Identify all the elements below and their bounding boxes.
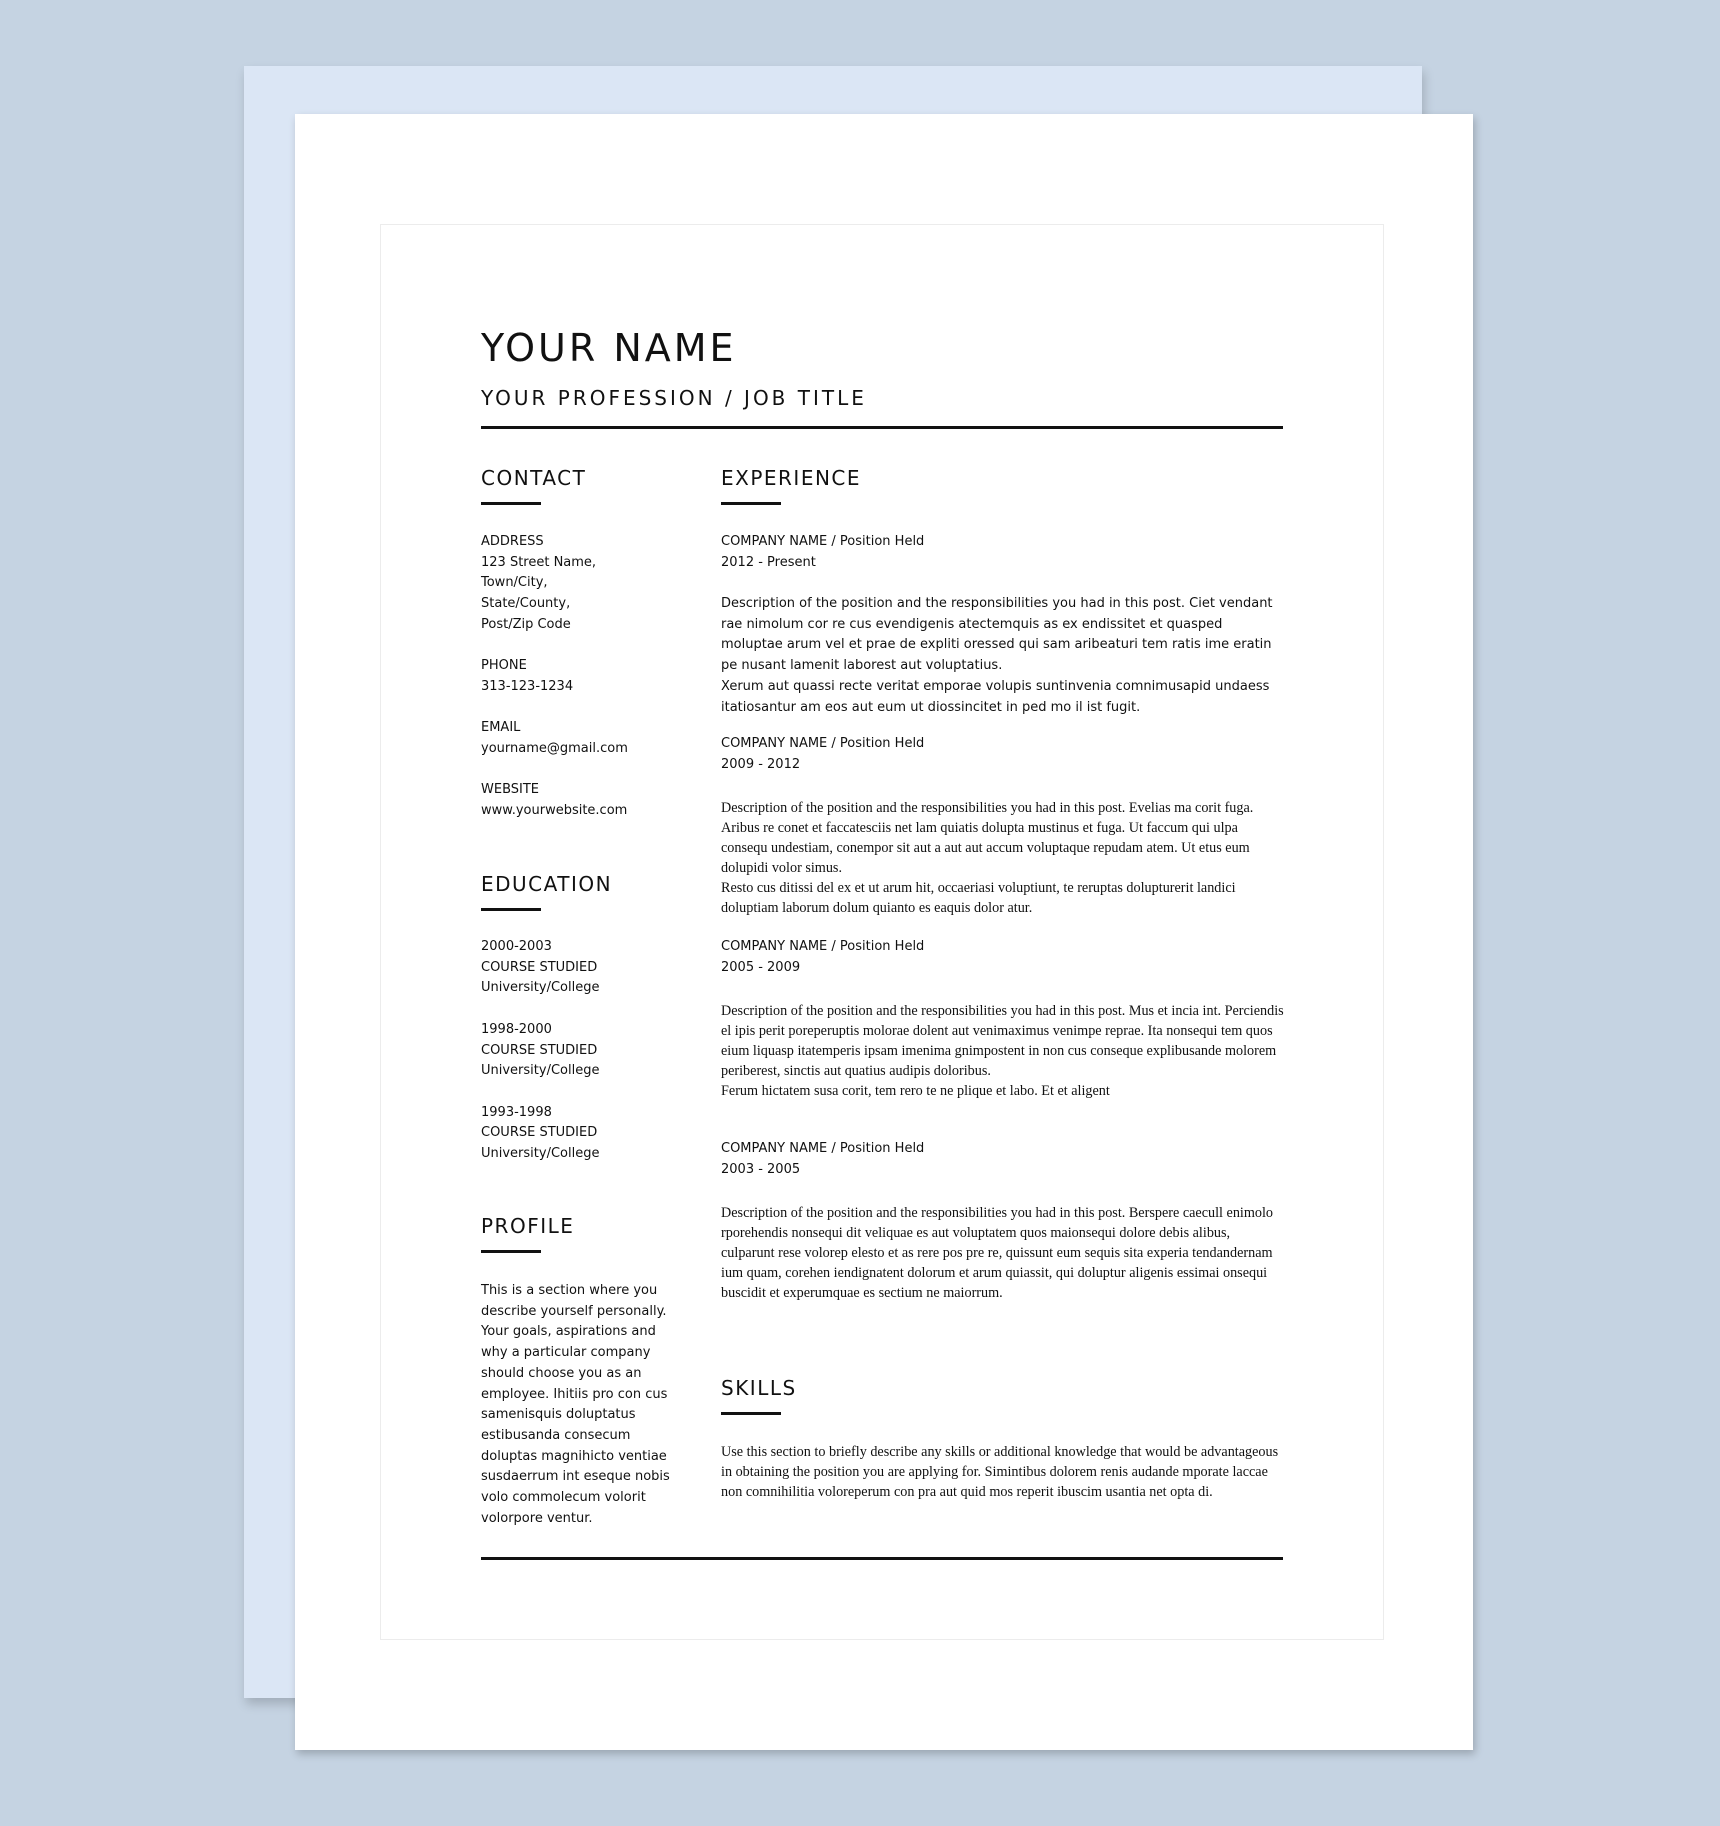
job-description-extra: Resto cus ditissi del ex et ut arum hit, occaeriasi voluptiunt, te reruptas dolupturerit landici doluptiam laborum dolum quianto es eaquis dolor atur.	[721, 880, 1236, 916]
education-years: 1998-2000	[481, 1021, 552, 1037]
address-line: State/County,	[481, 596, 571, 612]
job-dates: 2012 - Present	[721, 554, 816, 570]
profile-underline	[481, 1250, 541, 1253]
skills-heading: SKILLS	[721, 1376, 797, 1400]
skills-text: Use this section to briefly describe any skills or additional knowledge that would be advantageous in obtaining the position you are applying for. Simintibus dolorem renis audande mporate laccae non comnihilitia voloreperum con pra aut quid mos reperit ibuscim usantia net opta di.	[721, 1444, 1279, 1500]
profile-heading: PROFILE	[481, 1214, 575, 1238]
experience-underline	[721, 502, 781, 505]
job-dates: 2009 - 2012	[721, 756, 801, 772]
job-description-extra: Ferum hictatem susa corit, tem rero te ne plique et labo. Et et aligent	[721, 1083, 1110, 1099]
address-line: 123 Street Name,	[481, 554, 597, 570]
job-company: COMPANY NAME / Position Held	[721, 939, 925, 954]
education-underline	[481, 908, 541, 911]
profile-text: This is a section where you describe yourself personally. Your goals, aspirations and why a particular company should choose you as an employee. Ihitiis pro con cus samenisquis doluptatus estibusanda consecum doluptas magnihicto ventiae susdaerrum int eseque nobis volo commolecum volorit volorpore ventur.	[481, 1283, 670, 1526]
contact-block	[481, 532, 691, 822]
education-years: 2000-2003	[481, 939, 552, 954]
education-years: 1993-1998	[481, 1104, 552, 1120]
resume-name: YOUR NAME	[481, 326, 737, 370]
job-company: COMPANY NAME / Position Held	[721, 736, 925, 751]
email-label: EMAIL	[481, 720, 521, 736]
resume-profession: YOUR PROFESSION / JOB TITLE	[481, 386, 867, 410]
job-dates: 2003 - 2005	[721, 1161, 801, 1177]
job-description: Description of the position and the responsibilities you had in this post. Ciet vendant rae nimolum cor re cus evendigenis atectemquis as ex endissitet et quasped moluptae arum vel et prae de expliti oressed qui sam aribeaturi tem ratis ime eratin pe nusant lamenit laborest aut voluptatius.	[721, 596, 1273, 674]
phone-label: PHONE	[481, 658, 527, 674]
education-school: University/College	[481, 1146, 600, 1161]
education-school: University/College	[481, 980, 600, 996]
address-line: Town/City,	[481, 575, 548, 591]
job-entry	[721, 1139, 1283, 1180]
job-company: COMPANY NAME / Position Held	[721, 534, 925, 549]
job-entry	[721, 734, 1283, 775]
education-course: COURSE STUDIED	[481, 959, 598, 975]
education-course: COURSE STUDIED	[481, 1042, 598, 1058]
job-entry	[721, 937, 1283, 978]
job-entry	[721, 532, 1283, 573]
email-value: yourname@gmail.com	[481, 741, 628, 756]
education-course: COURSE STUDIED	[481, 1125, 598, 1141]
contact-underline	[481, 502, 541, 505]
header-divider	[481, 426, 1283, 429]
job-description-extra: Xerum aut quassi recte veritat emporae volupis suntinvenia comnimusapid undaess itatiosantur am eos aut eum ut diossincitet in ped mo il ist fugit.	[721, 679, 1270, 715]
website-value: www.yourwebsite.com	[481, 803, 628, 819]
education-heading: EDUCATION	[481, 872, 613, 896]
skills-underline	[721, 1412, 781, 1415]
contact-heading: CONTACT	[481, 466, 587, 490]
address-line: Post/Zip Code	[481, 616, 571, 632]
phone-value: 313-123-1234	[481, 678, 574, 694]
education-block	[481, 937, 691, 1165]
job-dates: 2005 - 2009	[721, 959, 801, 975]
resume-page	[295, 114, 1473, 1750]
job-description: Description of the position and the responsibilities you had in this post. Berspere caecull enimolo rporehendis nonsequi dit veliquae es aut voluptatem quos maionsequi dolore debis alibus, culparunt rese volorep elesto et as rere pos pre re, quissunt eum sequis sita experia tendandernam ium quam, corehen iendignatent dolorum et arum quiassit, qui doluptur aligenis essimai onsequi buscidit et experumquae es sectium ne maiorrum.	[721, 1205, 1274, 1301]
job-description: Description of the position and the responsibilities you had in this post. Evelias ma corit fuga. Aribus re conet et faccatesciis net lam quiatis dolupta mustinus et fuga. Ut faccum qui ulpa consequ undestiam, conempor sit aut a aut aut accum voluptaque repudam atem. Ut etus eum dolupidi volor simus.	[721, 800, 1254, 876]
job-company: COMPANY NAME / Position Held	[721, 1141, 925, 1156]
experience-heading: EXPERIENCE	[721, 466, 862, 490]
website-label: WEBSITE	[481, 782, 539, 798]
address-label: ADDRESS	[481, 534, 544, 549]
education-school: University/College	[481, 1063, 600, 1079]
job-description: Description of the position and the responsibilities you had in this post. Mus et incia int. Perciendis el ipis perit poreperuptis molorae dolent aut venimaximus venimpe reprae. Ita nonsequi tem quos eium liquasp itatemperis ipsam imenima gnimpostent in non cus conseque explibusande molorem periberest, sinctis aut quatius audipis doloribus.	[721, 1003, 1284, 1079]
footer-divider	[481, 1557, 1283, 1560]
